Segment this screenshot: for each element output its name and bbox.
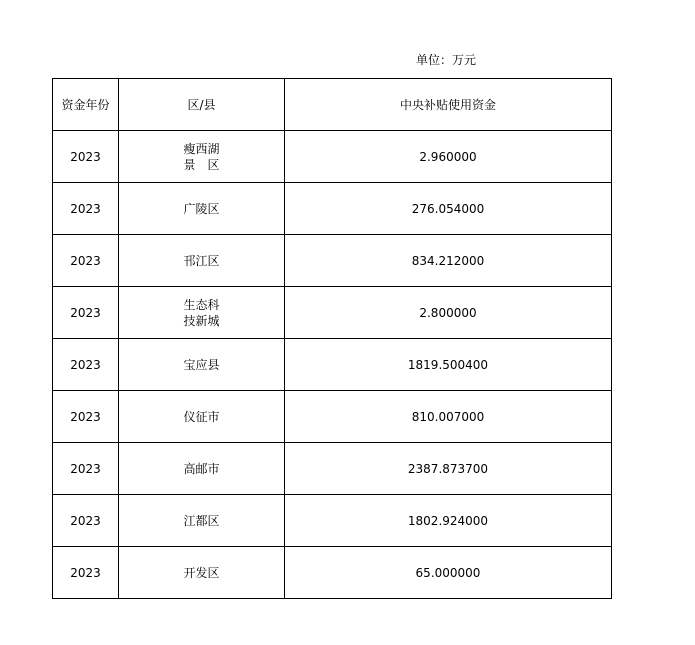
- cell-district: [119, 495, 285, 547]
- cell-year: 2023: [53, 131, 119, 183]
- district-name: 广陵区: [183, 201, 220, 216]
- cell-amount: 1802.924000: [285, 495, 612, 547]
- district-name: 高邮市: [183, 461, 220, 476]
- table-row: [53, 131, 612, 183]
- district-name: 邗江区: [183, 253, 220, 268]
- table-row: [53, 547, 612, 599]
- cell-district: [119, 287, 285, 339]
- district-name: 宝应县: [183, 357, 220, 372]
- district-name: 瘦西湖 景 区: [183, 141, 220, 172]
- cell-amount: 810.007000: [285, 391, 612, 443]
- table-row: [53, 443, 612, 495]
- cell-year: 2023: [53, 391, 119, 443]
- cell-year: 2023: [53, 339, 119, 391]
- cell-year: 2023: [53, 183, 119, 235]
- cell-year: 2023: [53, 235, 119, 287]
- district-name: 仪征市: [183, 409, 220, 424]
- header-central-subsidy-amount: 中央补贴使用资金: [285, 79, 612, 131]
- cell-amount: 834.212000: [285, 235, 612, 287]
- cell-district: [119, 547, 285, 599]
- table-row: [53, 183, 612, 235]
- cell-district: [119, 235, 285, 287]
- table-row: [53, 287, 612, 339]
- table-header-row: [53, 79, 612, 131]
- district-name: 江都区: [183, 513, 220, 528]
- unit-label: 单位：万元: [416, 53, 477, 67]
- cell-amount: 65.000000: [285, 547, 612, 599]
- table-row: [53, 235, 612, 287]
- table-row: [53, 339, 612, 391]
- cell-district: [119, 391, 285, 443]
- table-row: [53, 391, 612, 443]
- district-name: 开发区: [183, 565, 220, 580]
- table-row: [53, 495, 612, 547]
- cell-amount: 2387.873700: [285, 443, 612, 495]
- cell-amount: 276.054000: [285, 183, 612, 235]
- cell-amount: 2.960000: [285, 131, 612, 183]
- cell-district: [119, 339, 285, 391]
- cell-district: [119, 131, 285, 183]
- cell-amount: 2.800000: [285, 287, 612, 339]
- cell-year: 2023: [53, 495, 119, 547]
- header-fund-year: 资金年份: [53, 79, 119, 131]
- cell-district: [119, 183, 285, 235]
- cell-year: 2023: [53, 443, 119, 495]
- cell-amount: 1819.500400: [285, 339, 612, 391]
- subsidy-fund-table: [52, 78, 612, 599]
- cell-year: 2023: [53, 547, 119, 599]
- cell-district: [119, 443, 285, 495]
- district-name: 生态科 技新城: [183, 297, 220, 328]
- cell-year: 2023: [53, 287, 119, 339]
- header-district: 区/县: [119, 79, 285, 131]
